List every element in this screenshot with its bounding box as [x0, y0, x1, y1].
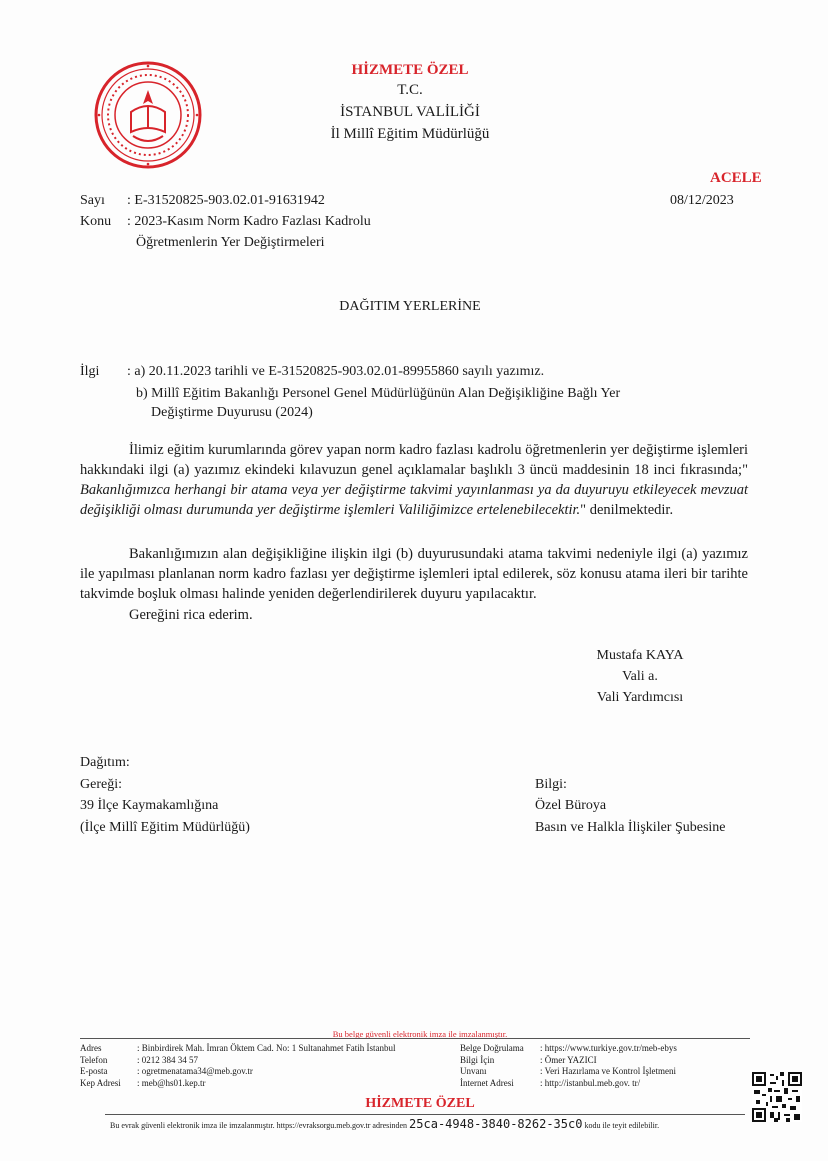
body-paragraph-1	[80, 440, 748, 520]
body-p1-quote: Bakanlığımızca herhangi bir atama veya yer değiştirme takvimi yayınlanması ya da duyuruyu etkileyecek mevzuat değişikliği olması durumunda yer değiştirme işlemleri Valiliğimizce ertelenebilecektir.	[80, 482, 748, 518]
addressee: DAĞITIM YERLERİNE	[339, 299, 481, 314]
footer-contact-left	[80, 1043, 460, 1089]
header-mudurluk: İl Millî Eğitim Müdürlüğü	[330, 126, 490, 142]
classification-top: HİZMETE ÖZEL	[351, 62, 469, 78]
footer-row-kep: Kep Adresi : meb@hs01.kep.tr	[80, 1077, 206, 1088]
verification-code: 25ca-4948-3840-8262-35c0	[409, 1117, 583, 1131]
ilgi-b-line1: b) Millî Eğitim Bakanlığı Personel Genel Müdürlüğünün Alan Değişikliğine Bağlı Yer	[136, 386, 621, 401]
ilgi-a: : a) 20.11.2023 tarihli ve E-31520825-903.02.01-89955860 sayılı yazımız.	[127, 364, 545, 379]
footer-contact-right	[460, 1043, 740, 1089]
footer-row-info: Bilgi İçin : Ömer YAZICI	[460, 1054, 597, 1065]
signatory-title1: Vali a.	[622, 669, 658, 684]
footer-divider-bottom	[105, 1114, 745, 1115]
urgency-label: ACELE	[710, 170, 762, 186]
signatory-title2: Vali Yardımcısı	[596, 690, 684, 705]
distribution-label: Dağıtım:	[80, 755, 130, 770]
footer-row-title: Unvanı : Veri Hazırlama ve Kontrol İşletmeni	[460, 1066, 677, 1076]
gerekli-label: Gereği:	[80, 777, 122, 792]
ilgi-b-line2: Değiştirme Duyurusu (2024)	[151, 405, 313, 420]
footer-row-email: E-posta : ogretmenatama34@meb.gov.tr	[80, 1066, 253, 1076]
bilgi-label: Bilgi:	[535, 777, 567, 792]
footer-divider	[80, 1038, 750, 1039]
sayi-label: Sayı	[80, 193, 105, 208]
body-paragraph-3: Gereğini rica ederim.	[129, 607, 253, 623]
verification-line	[110, 1117, 750, 1131]
document-date: 08/12/2023	[670, 193, 734, 208]
bilgi-line1: Özel Büroya	[535, 798, 607, 813]
qr-code-icon	[752, 1072, 802, 1122]
konu-label: Konu	[80, 214, 112, 229]
body-paragraph-2: Bakanlığımızın alan değişikliğine ilişkin ilgi (b) duyurusundaki atama takvimi nedeniyle ilgi (a) yazımız ile yapılması planlanan norm kadro fazlası yer değiştirme işlemleri iptal edilerek, söz konusu atama ileri bir tarihte takvimde boşluk olması halinde yeniden değerlendirilerek duyuru yapılacaktır.	[80, 546, 748, 602]
signatory-name: Mustafa KAYA	[596, 648, 684, 663]
header-tc: T.C.	[397, 82, 423, 98]
verification-suffix: kodu ile teyit edilebilir.	[584, 1121, 660, 1130]
verification-prefix: Bu evrak güvenli elektronik imza ile imzalanmıştır. https://evraksorgu.meb.gov.tr adresinden	[110, 1121, 408, 1130]
footer-row-web: İnternet Adresi : http://istanbul.meb.gov. tr/	[460, 1077, 641, 1088]
footer-row-phone: Telefon : 0212 384 34 57	[80, 1054, 199, 1065]
ilgi-label: İlgi	[80, 364, 100, 379]
konu-line1: : 2023-Kasım Norm Kadro Fazlası Kadrolu	[127, 214, 371, 229]
gerekli-line1: 39 İlçe Kaymakamlığına	[80, 798, 219, 813]
konu-line2: Öğretmenlerin Yer Değiştirmeleri	[136, 235, 325, 250]
footer-row-verify: Belge Doğrulama : https://www.turkiye.gov.tr/meb-ebys	[460, 1043, 677, 1053]
classification-bottom: HİZMETE ÖZEL	[365, 1096, 475, 1111]
body-p1-end: " denilmektedir.	[580, 502, 674, 518]
bilgi-line2: Basın ve Halkla İlişkiler Şubesine	[535, 820, 726, 835]
meb-seal-icon	[93, 60, 203, 170]
gerekli-line2: (İlçe Millî Eğitim Müdürlüğü)	[80, 820, 250, 835]
footer-row-address: Adres : Binbirdirek Mah. İmran Öktem Cad. No: 1 Sultanahmet Fatih İstanbul	[80, 1043, 396, 1053]
header-valilik: İSTANBUL VALİLİĞİ	[340, 104, 480, 120]
signature-notice: Bu belge güvenli elektronik imza ile imzalanmıştır.	[332, 1029, 508, 1039]
sayi-value: : E-31520825-903.02.01-91631942	[127, 193, 325, 208]
body-p1-start: İlimiz eğitim kurumlarında görev yapan norm kadro fazlası kadrolu öğretmenlerin yer değiştirme işlemleri hakkındaki ilgi (a) yazımız ekindeki kılavuzun genel açıklamalar başlıklı 3 üncü maddesinin 18 inci fıkrasında;"	[80, 442, 748, 478]
